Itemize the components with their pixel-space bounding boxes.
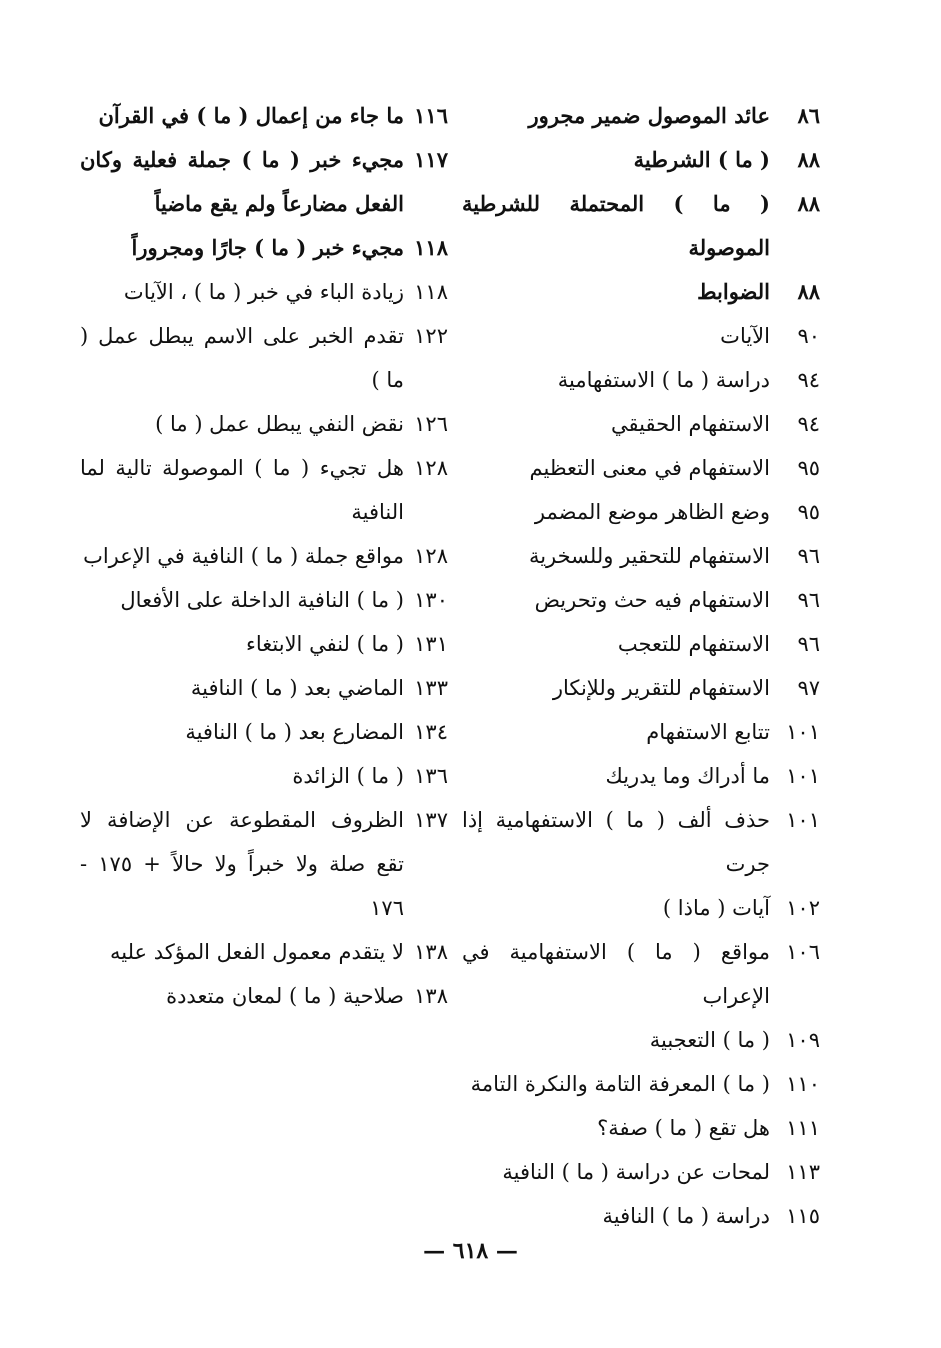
entry-page-number: ١٠٦	[786, 940, 820, 964]
index-entry	[462, 1018, 820, 1062]
entry-page-number: ١١٦	[414, 103, 448, 128]
entry-title: الاستفهام في معنى التعظيم	[529, 456, 770, 480]
entry-page-number: ١٣٦	[414, 764, 448, 788]
index-entry	[462, 578, 820, 622]
entry-title: الظروف المقطوعة عن الإضافة لا تقع صلة ولا خبراً ولا حالاً + ١٧٥ - ١٧٦	[80, 808, 404, 920]
index-entry	[462, 666, 820, 710]
entry-title: الاستفهام للتقرير وللإنكار	[552, 676, 770, 700]
entry-page-number: ١٣٣	[414, 676, 448, 700]
index-entry	[80, 622, 448, 666]
entry-title: لا يتقدم معمول الفعل المؤكد عليه	[109, 940, 404, 964]
entry-page-number: ٨٦	[797, 103, 820, 128]
entry-page-number: ٩٥	[797, 456, 820, 480]
entry-title: الاستفهام الحقيقي	[611, 412, 770, 436]
entry-title: المضارع بعد ( ما ) النافية	[185, 720, 404, 744]
entry-title: ( ما ) المعرفة التامة والنكرة التامة	[470, 1072, 770, 1096]
index-entry	[462, 1194, 820, 1238]
entry-page-number: ٨٨	[797, 279, 820, 304]
entry-page-number: ١٣٨	[414, 940, 448, 964]
entry-title: ( ما ) لنفي الابتغاء	[246, 632, 404, 656]
page-number: — ٦١٨ —	[423, 1238, 518, 1264]
entry-title: ما جاء من إعمال ( ما ) في القرآن	[98, 103, 404, 128]
entry-page-number: ١٣٧	[414, 808, 448, 832]
entry-title: الضوابط	[697, 279, 770, 304]
entry-page-number: ١٢٨	[414, 544, 448, 568]
index-entry	[80, 710, 448, 754]
index-entry	[462, 314, 820, 358]
entry-title: ( ما ) الشرطية	[633, 147, 770, 172]
entry-title: عائد الموصول ضمير مجرور	[528, 103, 770, 128]
right-index-column	[462, 94, 820, 1238]
entry-page-number: ٩٤	[797, 412, 820, 436]
index-entry	[80, 754, 448, 798]
entry-page-number: ١١١	[786, 1116, 820, 1140]
index-entry	[462, 402, 820, 446]
index-entry	[80, 446, 448, 534]
entry-title: لمحات عن دراسة ( ما ) النافية	[502, 1160, 770, 1184]
index-entry	[462, 138, 820, 182]
entry-title: الماضي بعد ( ما ) النافية	[190, 676, 404, 700]
index-entry	[80, 94, 448, 138]
entry-page-number: ٩٦	[797, 544, 820, 568]
entry-title: الاستفهام للتحقير وللسخرية	[528, 544, 770, 568]
entry-page-number: ٩٦	[797, 588, 820, 612]
entry-page-number: ٩٠	[797, 324, 820, 348]
entry-page-number: ٩٤	[797, 368, 820, 392]
index-entry	[80, 534, 448, 578]
index-entry	[462, 1150, 820, 1194]
index-entry	[462, 94, 820, 138]
entry-title: مجيء خبر ( ما ) جارًا ومجروراً	[131, 235, 404, 260]
entry-title: تتابع الاستفهام	[646, 720, 770, 744]
entry-title: الاستفهام للتعجب	[617, 632, 770, 656]
entry-page-number: ١٠١	[786, 764, 820, 788]
entry-title: صلاحية ( ما ) لمعان متعددة	[166, 984, 404, 1008]
index-entry	[80, 226, 448, 270]
index-entry	[80, 666, 448, 710]
entry-page-number: ١١٨	[414, 280, 448, 304]
index-entry	[462, 490, 820, 534]
entry-title: هل تجيء ( ما ) الموصولة تالية لما النافية	[80, 456, 404, 524]
entry-title: مواقع ( ما ) الاستفهامية في الإعراب	[462, 940, 770, 1008]
index-entry	[80, 402, 448, 446]
entry-page-number: ١٠١	[786, 720, 820, 744]
index-entry	[80, 578, 448, 622]
index-entry	[462, 754, 820, 798]
index-entry	[80, 974, 448, 1018]
entry-page-number: ١١٥	[786, 1204, 820, 1228]
index-entry	[462, 710, 820, 754]
entry-page-number: ١١٠	[786, 1072, 820, 1096]
entry-title: هل تقع ( ما ) صفة؟	[597, 1116, 770, 1140]
entry-page-number: ١٢٦	[414, 412, 448, 436]
entry-title: ( ما ) المحتملة للشرطية الموصولة	[462, 191, 770, 260]
entry-title: نقض النفي يبطل عمل ( ما )	[155, 412, 404, 436]
index-entry	[80, 138, 448, 226]
entry-title: دراسة ( ما ) النافية	[602, 1204, 770, 1228]
entry-page-number: ٨٨	[797, 147, 820, 172]
entry-page-number: ١٠٢	[786, 896, 820, 920]
entry-page-number: ١١٣	[786, 1160, 820, 1184]
entry-page-number: ١٣٤	[414, 720, 448, 744]
index-entry	[462, 534, 820, 578]
entry-title: ما أدراك وما يدريك	[605, 764, 770, 788]
entry-page-number: ١٠٩	[786, 1028, 820, 1052]
entry-page-number: ٩٥	[797, 500, 820, 524]
entry-title: ( ما ) النافية الداخلة على الأفعال	[120, 588, 404, 612]
index-entry	[462, 798, 820, 886]
entry-title: زيادة الباء في خبر ( ما ) ، الآيات	[123, 280, 404, 304]
index-entry	[462, 886, 820, 930]
index-entry	[80, 798, 448, 930]
entry-page-number: ٨٨	[797, 191, 820, 216]
entry-page-number: ١٣٨	[414, 984, 448, 1008]
index-entry	[462, 358, 820, 402]
entry-page-number: ١٢٢	[414, 324, 448, 348]
index-entry	[462, 270, 820, 314]
entry-page-number: ١٣١	[414, 632, 448, 656]
entry-page-number: ١٢٨	[414, 456, 448, 480]
left-index-column	[80, 94, 448, 1018]
index-entry	[462, 622, 820, 666]
index-entry	[80, 930, 448, 974]
entry-page-number: ٩٦	[797, 632, 820, 656]
entry-title: وضع الظاهر موضع المضمر	[534, 500, 770, 524]
entry-page-number: ١١٧	[414, 147, 448, 172]
entry-title: ( ما ) التعجبية	[649, 1028, 770, 1052]
entry-title: الآيات	[720, 324, 770, 348]
entry-title: مجيء خبر ( ما ) جملة فعلية وكان الفعل مضارعاً ولم يقع ماضياً	[80, 147, 404, 216]
index-entry	[80, 270, 448, 314]
entry-page-number: ٩٧	[797, 676, 820, 700]
entry-title: آيات ( ماذا )	[662, 896, 770, 920]
entry-title: مواقع جملة ( ما ) النافية في الإعراب	[83, 544, 404, 568]
entry-title: دراسة ( ما ) الاستفهامية	[557, 368, 770, 392]
entry-title: حذف ألف ( ما ) الاستفهامية إذا جرت	[462, 808, 770, 876]
entry-page-number: ١٠١	[786, 808, 820, 832]
index-entry	[462, 446, 820, 490]
entry-page-number: ١١٨	[414, 235, 448, 260]
entry-title: ( ما ) الزائدة	[292, 764, 404, 788]
index-entry	[462, 182, 820, 270]
entry-page-number: ١٣٠	[414, 588, 448, 612]
index-entry	[462, 1106, 820, 1150]
index-entry	[462, 930, 820, 1018]
entry-title: الاستفهام فيه حث وتحريض	[534, 588, 770, 612]
index-entry	[462, 1062, 820, 1106]
entry-title: تقدم الخبر على الاسم يبطل عمل ( ما )	[80, 324, 404, 392]
index-entry	[80, 314, 448, 402]
